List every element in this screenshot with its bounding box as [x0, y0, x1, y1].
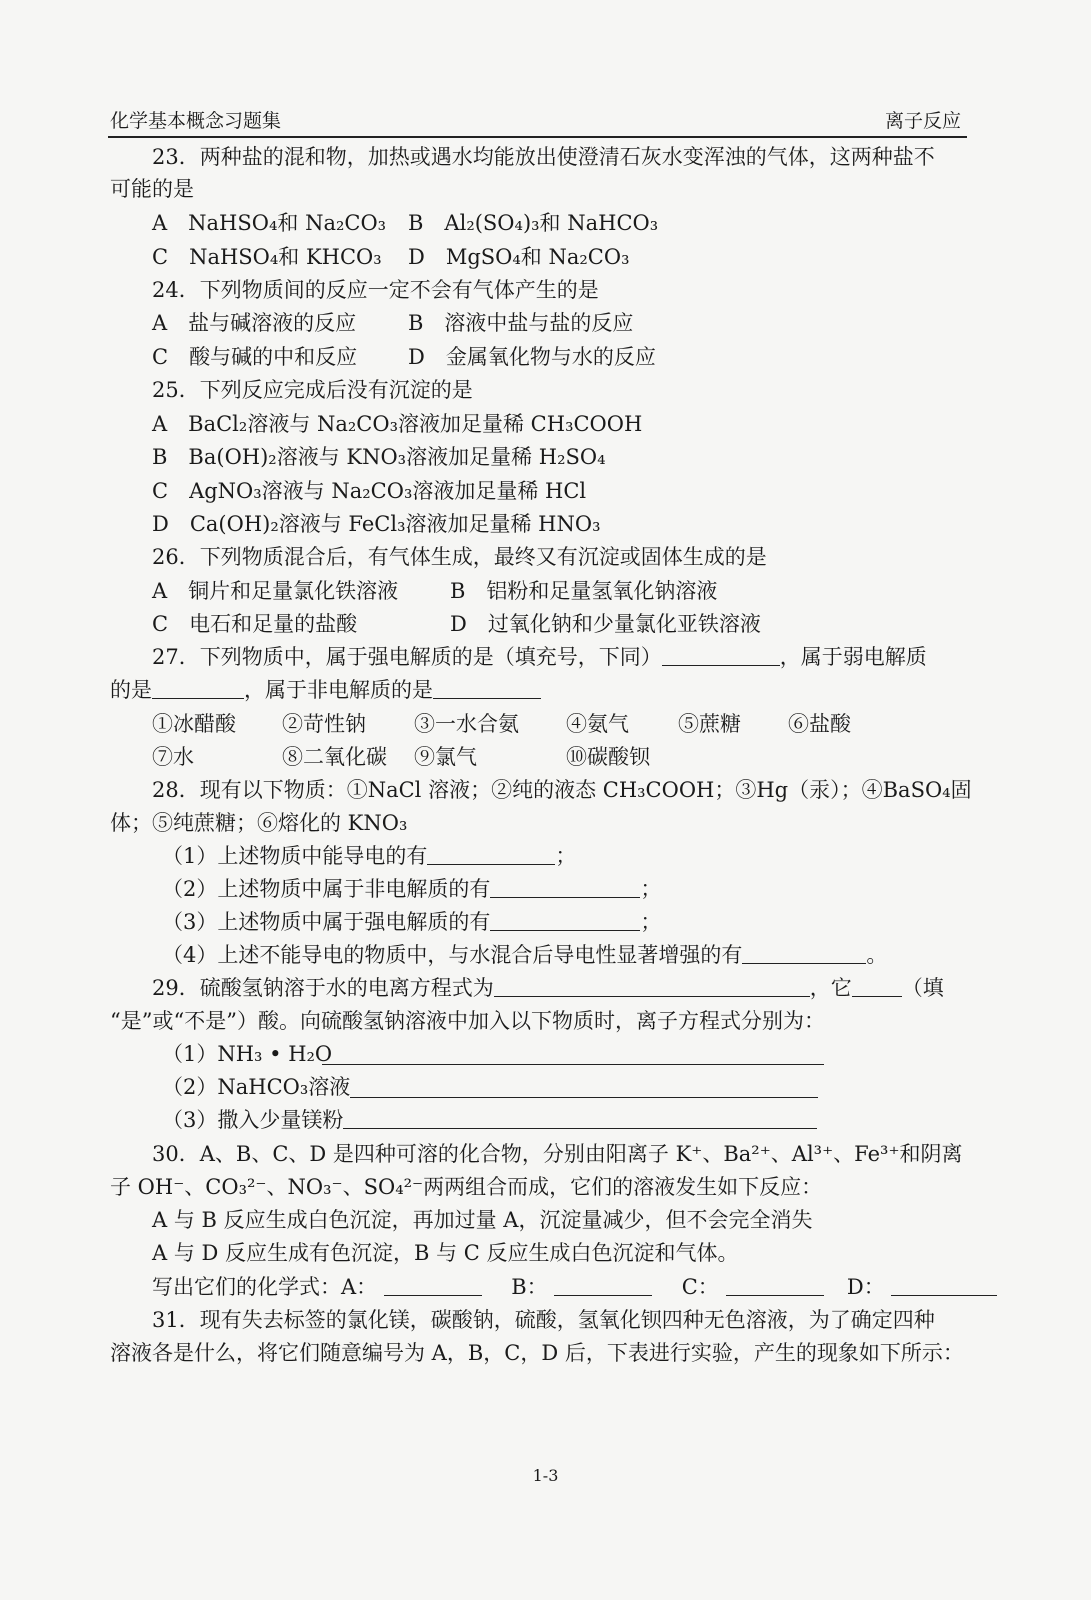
q26-option-d: D 过氧化钠和少量氯化亚铁溶液 [450, 612, 761, 636]
q30-b-blank[interactable] [554, 1275, 652, 1296]
q27-item: ⑧二氧化碳 [282, 745, 387, 769]
book-title: 化学基本概念习题集 [110, 110, 282, 132]
q27-item: ④氨气 [566, 712, 629, 736]
q27-stem-line1 [152, 642, 927, 672]
q28-sub2 [162, 874, 661, 904]
running-header [108, 106, 967, 138]
q27-item: ⑨氯气 [414, 745, 477, 769]
q28-sub2-text: （2）上述物质中属于非电解质的有 [162, 877, 491, 901]
q29-stem-text-b: ，它 [809, 976, 852, 1000]
q30-line3: A 与 B 反应生成白色沉淀，再加过量 A，沉淀量减少，但不会完全消失 [152, 1208, 813, 1232]
q27-item: ⑦水 [152, 745, 194, 769]
q29-ionization-equation-blank[interactable] [494, 976, 810, 997]
q27-non-electrolyte-blank[interactable] [433, 678, 541, 699]
q28-sub1 [162, 841, 576, 871]
q27-weak-electrolyte-blank[interactable] [152, 678, 244, 699]
q23-option-c: C NaHSO₄和 KHCO₃ [152, 245, 382, 269]
q30-ask-text: 写出它们的化学式：A： [152, 1275, 378, 1299]
q29-sub1-blank[interactable] [322, 1044, 824, 1065]
q26-option-b: B 铝粉和足量氢氧化钠溶液 [450, 579, 718, 603]
q29-sub3-text: （3）撒入少量镁粉 [162, 1108, 344, 1132]
q23-stem-line2: 可能的是 [110, 177, 194, 201]
q30-a-blank[interactable] [384, 1275, 482, 1296]
q28-stem-line1: 28．现有以下物质：①NaCl 溶液；②纯的液态 CH₃COOH；③Hg（汞）；④BaSO₄固 [152, 778, 972, 802]
q30-d-blank[interactable] [891, 1275, 997, 1296]
q29-sub3 [162, 1105, 817, 1135]
q23-stem-line1: 23．两种盐的混和物，加热或遇水均能放出使澄清石灰水变浑浊的气体，这两种盐不 [152, 145, 935, 169]
q29-is-acid-blank[interactable] [852, 976, 902, 997]
q27-item: ②苛性钠 [282, 712, 366, 736]
q29-stem-line1 [152, 973, 944, 1003]
q24-option-c: C 酸与碱的中和反应 [152, 345, 358, 369]
q26-option-c: C 电石和足量的盐酸 [152, 612, 358, 636]
q28-sub1-punct: ； [555, 844, 577, 868]
q27-stem-line2 [110, 675, 541, 705]
q29-stem-text-c: （填 [901, 976, 944, 1000]
q29-sub1 [162, 1039, 332, 1069]
q27-item: ⑥盐酸 [788, 712, 851, 736]
q28-sub1-text: （1）上述物质中能导电的有 [162, 844, 428, 868]
q30-stem-line2: 子 OH⁻、CO₃²⁻、NO₃⁻、SO₄²⁻两两组合而成，它们的溶液发生如下反应： [110, 1175, 823, 1199]
q24-stem: 24．下列物质间的反应一定不会有气体产生的是 [152, 278, 599, 302]
q25-option-c: C AgNO₃溶液与 Na₂CO₃溶液加足量稀 HCl [152, 479, 587, 503]
q27-item: ①冰醋酸 [152, 712, 236, 736]
q25-stem: 25．下列反应完成后没有沉淀的是 [152, 378, 473, 402]
q25-option-d: D Ca(OH)₂溶液与 FeCl₃溶液加足量稀 HNO₃ [152, 512, 601, 536]
q28-sub2-punct: ； [640, 877, 662, 901]
q27-item: ③一水合氨 [414, 712, 519, 736]
q29-sub2 [162, 1072, 350, 1102]
q28-sub4-punct: 。 [866, 943, 888, 967]
q29-sub2-blank[interactable] [350, 1077, 818, 1098]
q30-line4: A 与 D 反应生成有色沉淀，B 与 C 反应生成白色沉淀和气体。 [152, 1241, 739, 1265]
q30-c-label: C： [681, 1275, 719, 1299]
q28-sub2-blank[interactable] [490, 877, 640, 898]
q27-stem-text-d: ，属于非电解质的是 [244, 678, 433, 702]
q27-item: ⑤蔗糖 [678, 712, 741, 736]
page-number: 1-3 [532, 1466, 559, 1485]
q28-sub3-text: （3）上述物质中属于强电解质的有 [162, 910, 491, 934]
q28-sub4 [162, 940, 887, 970]
q28-sub4-text: （4）上述不能导电的物质中，与水混合后导电性显著增强的有 [162, 943, 743, 967]
q26-stem: 26．下列物质混合后，有气体生成，最终又有沉淀或固体生成的是 [152, 545, 767, 569]
q29-sub3-blank[interactable] [343, 1108, 817, 1129]
q30-answer-line [152, 1272, 997, 1302]
q28-sub3-punct: ； [640, 910, 662, 934]
q29-sub2-text: （2）NaHCO₃溶液 [162, 1075, 351, 1099]
q23-option-a: A NaHSO₄和 Na₂CO₃ [152, 211, 387, 235]
q25-option-a: A BaCl₂溶液与 Na₂CO₃溶液加足量稀 CH₃COOH [152, 412, 643, 436]
q24-option-b: B 溶液中盐与盐的反应 [408, 311, 634, 335]
q30-b-label: B： [511, 1275, 548, 1299]
q29-stem-text-a: 29．硫酸氢钠溶于水的电离方程式为 [152, 976, 494, 1000]
q24-option-a: A 盐与碱溶液的反应 [152, 311, 357, 335]
q24-option-d: D 金属氧化物与水的反应 [408, 345, 656, 369]
q27-stem-text-b: ，属于弱电解质 [779, 645, 927, 669]
q28-sub4-blank[interactable] [742, 943, 866, 964]
q27-item: ⑩碳酸钡 [566, 745, 650, 769]
q30-stem-line1: 30．A、B、C、D 是四种可溶的化合物，分别由阳离子 K⁺、Ba²⁺、Al³⁺、Fe³⁺和阴离 [152, 1142, 963, 1166]
q31-stem-line1: 31．现有失去标签的氯化镁，碳酸钠，硫酸，氢氧化钡四种无色溶液，为了确定四种 [152, 1308, 935, 1332]
q27-stem-text-c: 的是 [110, 678, 152, 702]
q27-stem-text-a: 27．下列物质中，属于强电解质的是（填充号，下同） [152, 645, 662, 669]
q26-option-a: A 铜片和足量氯化铁溶液 [152, 579, 399, 603]
q28-sub1-blank[interactable] [427, 844, 555, 865]
q25-option-b: B Ba(OH)₂溶液与 KNO₃溶液加足量稀 H₂SO₄ [152, 445, 606, 469]
q31-stem-line2: 溶液各是什么，将它们随意编号为 A，B，C，D 后，下表进行实验，产生的现象如下所示： [110, 1341, 964, 1365]
q28-sub3 [162, 907, 661, 937]
chapter-title: 离子反应 [884, 110, 961, 132]
q30-d-label: D： [846, 1275, 885, 1299]
q28-sub3-blank[interactable] [490, 910, 640, 931]
q28-stem-line2: 体；⑤纯蔗糖；⑥熔化的 KNO₃ [110, 811, 408, 835]
q29-stem-line2: “是”或“不是”）酸。向硫酸氢钠溶液中加入以下物质时，离子方程式分别为： [110, 1009, 825, 1033]
q29-sub1-text: （1）NH₃ • H₂O [162, 1042, 333, 1066]
q27-strong-electrolyte-blank[interactable] [662, 645, 780, 666]
q30-c-blank[interactable] [726, 1275, 824, 1296]
q23-option-b: B Al₂(SO₄)₃和 NaHCO₃ [408, 211, 659, 235]
q23-option-d: D MgSO₄和 Na₂CO₃ [408, 245, 630, 269]
